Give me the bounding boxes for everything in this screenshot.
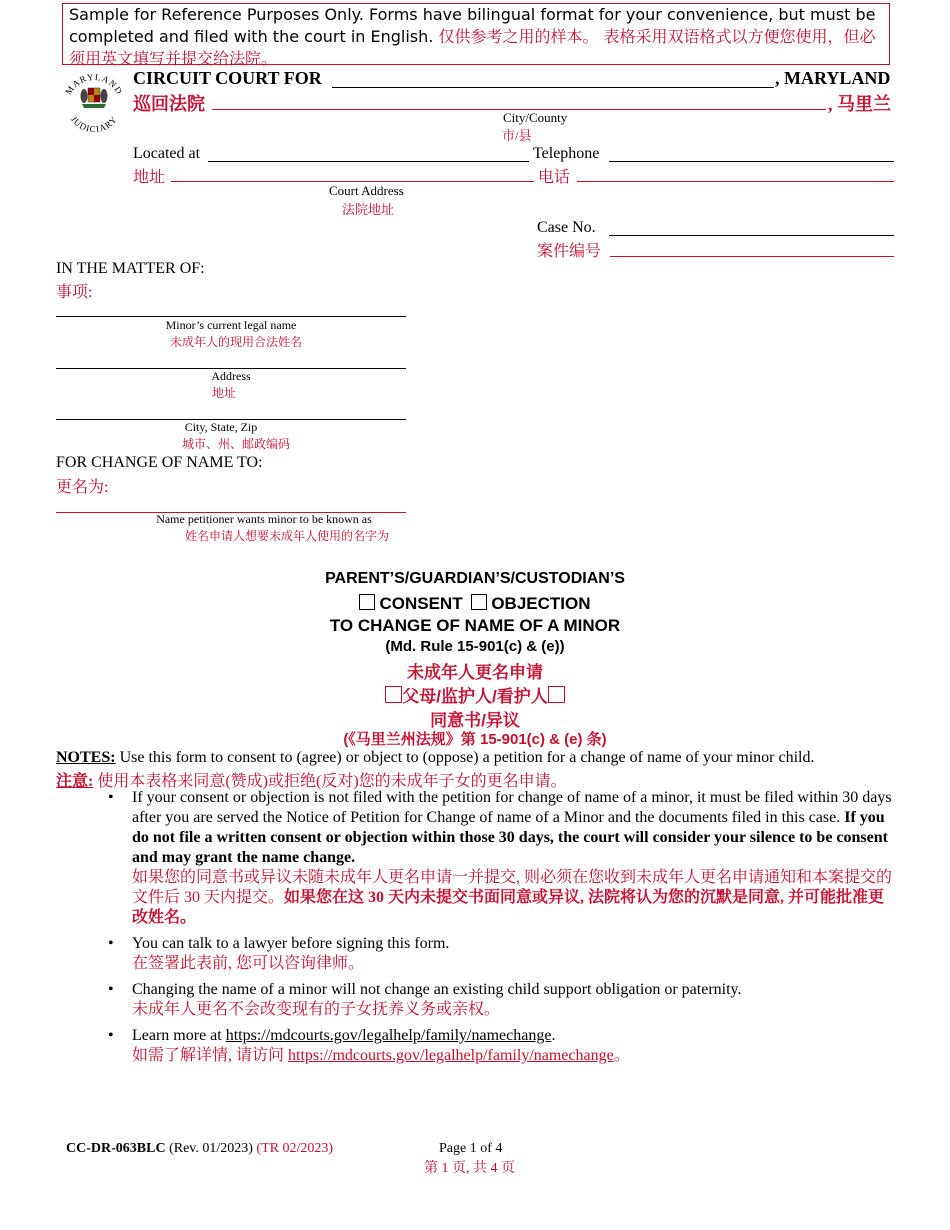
seal-bottom-text: JUDICIARY [68,114,120,135]
telephone-label: Telephone [533,145,600,162]
form-title-cn2 [0,682,950,707]
county-line[interactable] [332,87,774,88]
form-title-cn1: 未成年人更名申请 [407,663,543,682]
form-title-line1: PARENT’S/GUARDIAN’S/CUSTODIAN’S [325,570,625,587]
address-caption: Address [211,369,251,383]
city-county-caption: City/County [503,110,568,125]
notice-en: Sample for Reference Purposes Only. Forms have bilingual format for your convenience, but must be completed and filed with the court in English. [69,5,876,46]
maryland-judiciary-seal-icon [60,66,128,140]
objection-checkbox[interactable] [471,594,487,610]
case-no-line-cn[interactable] [610,256,894,257]
notice-cn: 仅供参考之用的样本。 表格采用双语格式以方便您使用，但必须用英文填写并提交给法院。 [69,27,876,68]
note3-text: Changing the name of a minor will not change an existing child support obligation or paternity. [132,981,742,998]
consent-objection-row [0,594,950,614]
objection-label: OBJECTION [491,594,591,613]
note3-text-cn: 未成年人更名不会改变现有的子女抚养义务或亲权。 [132,1001,501,1018]
new-name-caption: Name petitioner wants minor to be known as [156,512,372,526]
note4-pre: Learn more at [132,1027,226,1044]
form-title-line3: TO CHANGE OF NAME OF A MINOR [329,616,621,635]
list-item: • If your consent or objection is not filed with the petition for change of name of a minor, it must be filed within 30 days after you are served the Notice of Petition for Change of name of a Minor and the documents filed in this case. If you do not file a written consent or objection within those 30 days, the court will consider your silence to be consent and may grant the name change. 如果您的同意书或异议未随未成年人更名申请一并提交, 则必须在您收到未成年人更名申请通知和本案提交的文件后 30 天内提交。如果您在这 30 天内未提交书面同意或异议, 法院将认为您的沉默是同意, 并可能批准更改姓名。 [108,789,893,926]
maryland-label-cn: , 马里兰 [828,94,891,114]
address-caption-cn: 地址 [211,386,236,400]
notes-list [108,788,898,1072]
city-state-zip-caption: City, State, Zip [184,420,258,434]
case-no-line[interactable] [609,235,894,236]
svg-text:JUDICIARY [69,114,120,134]
city-county-caption-cn: 市/县 [502,128,532,143]
list-item: • Learn more at https://mdcourts.gov/legalhelp/family/namechange. 如需了解详情, 请访问 https://mdcourts.gov/legalhelp/family/namechange。 [108,1027,630,1064]
note4-pre-cn: 如需了解详情, 请访问 [132,1047,289,1064]
case-no-label: Case No. [537,219,596,236]
note1-text: If your consent or objection is not filed with the petition for change of name of a minor, it must be filed within 30 days after you are served the Notice of Petition for Change of name of a Minor and the documents filed in this case. [132,789,892,826]
change-name-title-cn: 更名为: [56,479,109,496]
located-at-label-cn: 地址 [133,169,166,186]
form-rev: (Rev. 01/2023) [165,1141,257,1156]
notes-intro [56,749,916,767]
minor-name-caption-cn: 未成年人的现用合法姓名 [169,335,302,349]
reference-notice [62,3,890,68]
court-address-line-cn[interactable] [171,181,534,182]
note1-text-cn: 如果您的同意书或异议未随未成年人更名申请一并提交, 则必须在您收到未成年人更名申请通知和本案提交的文件后 30 天内提交。 [132,869,893,906]
form-tr: (TR 02/2023) [256,1141,334,1156]
namechange-link[interactable]: https://mdcourts.gov/legalhelp/family/namechange [225,1027,552,1044]
form-rule-cn: (《马里兰州法规》第 15-901(c) & (e) 条) [343,731,607,748]
consent-label: CONSENT [379,594,463,613]
list-item: • Changing the name of a minor will not change an existing child support obligation or paternity. 未成年人更名不会改变现有的子女抚养义务或亲权。 [108,981,742,1018]
new-name-caption-cn: 姓名申请人想要未成年人使用的名字为 [184,529,389,543]
form-rule: (Md. Rule 15-901(c) & (e)) [385,638,565,655]
court-address-line[interactable] [208,161,529,162]
list-item: • You can talk to a lawyer before signing this form. 在签署此表前, 您可以咨询律师。 [108,935,450,972]
city-state-zip-caption-cn: 城市、州、邮政编码 [181,437,290,451]
form-id-footer [66,1141,333,1157]
telephone-line-cn[interactable] [577,181,894,182]
objection-checkbox-cn[interactable] [548,686,565,703]
circuit-court-label: CIRCUIT COURT FOR [133,68,322,88]
note1-bold-cn: 如果您在这 30 天内未提交书面同意或异议, 法院将认为您的沉默是同意, 并可能批准更改姓名。 [132,889,885,926]
note4-post: . [551,1027,556,1044]
matter-title-cn: 事项: [56,284,93,301]
note2-text: You can talk to a lawyer before signing this form. [132,935,450,952]
consent-checkbox[interactable] [359,594,375,610]
form-title-cn3: 同意书/异议 [430,711,520,730]
circuit-court-label-cn: 巡回法院 [133,94,205,114]
seal-top-text: MARYLAND [63,71,125,97]
maryland-label: , MARYLAND [775,68,891,88]
case-no-label-cn: 案件编号 [537,243,602,260]
note4-post-cn: 。 [613,1047,630,1064]
form-title-cn2-text: 父母/监护人/看护人 [402,687,548,706]
namechange-link-cn[interactable]: https://mdcourts.gov/legalhelp/family/namechange [288,1047,614,1064]
court-address-caption-cn: 法院地址 [342,202,395,217]
notes-text-cn: 使用本表格来同意(赞成)或拒绝(反对)您的未成年子女的更名申请。 [93,773,567,790]
telephone-line[interactable] [609,161,894,162]
note1-bold: If you do not file a written consent or objection within those 30 days, the court will consider your silence to be consent and may grant the name change. [132,809,888,866]
minor-name-caption: Minor’s current legal name [165,318,297,332]
page-number-cn: 第 1 页, 共 4 页 [424,1161,515,1176]
consent-checkbox-cn[interactable] [385,686,402,703]
notes-text: Use this form to consent to (agree) or object to (oppose) a petition for a change of name of your minor child. [115,749,815,766]
located-at-label: Located at [133,145,201,162]
change-name-title: FOR CHANGE OF NAME TO: [56,454,263,471]
page-number: Page 1 of 4 [439,1141,503,1156]
court-address-caption: Court Address [329,183,404,198]
telephone-label-cn: 电话 [538,169,571,186]
form-id: CC-DR-063BLC [66,1141,166,1156]
minor-name-line[interactable] [56,316,406,317]
notes-label: NOTES: [56,749,116,766]
matter-title: IN THE MATTER OF: [56,260,205,277]
note2-text-cn: 在签署此表前, 您可以咨询律师。 [132,955,365,972]
notes-label-cn: 注意: [56,773,94,790]
